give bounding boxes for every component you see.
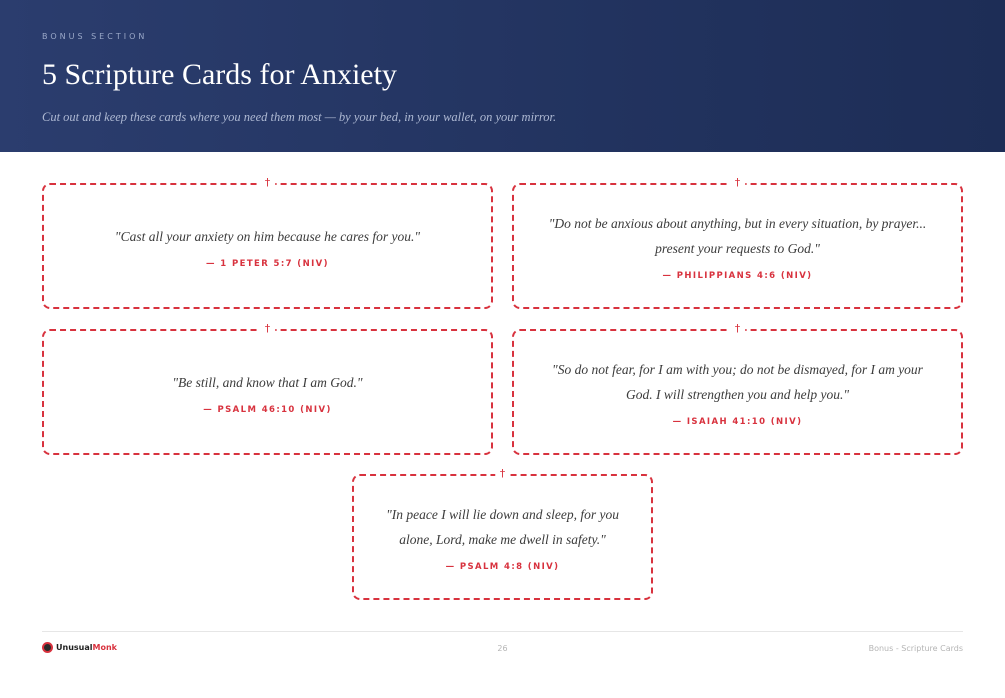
logo-text: UnusualMonk — [56, 643, 117, 652]
section-eyebrow: BONUS SECTION — [42, 32, 148, 41]
card-quote: "So do not fear, for I am with you; do not be dismayed, for I am your God. I will strengthen you and help you." — [552, 362, 923, 402]
scripture-card — [42, 176, 493, 309]
page-subtitle: Cut out and keep these cards where you need them most — by your bed, in your wallet, on your mirror. — [42, 110, 557, 124]
footer-label: Bonus - Scripture Cards — [868, 644, 963, 653]
footer-divider — [42, 631, 963, 632]
scripture-card — [352, 467, 653, 600]
scripture-card — [512, 322, 963, 455]
card-quote: "In peace I will lie down and sleep, for you alone, Lord, make me dwell in safety." — [386, 507, 619, 547]
card-quote: "Cast all your anxiety on him because he cares for you." — [114, 228, 421, 244]
page-header — [0, 0, 1005, 152]
card-reference: — PHILIPPIANS 4:6 (NIV) — [662, 271, 813, 281]
card-reference: — PSALM 46:10 (NIV) — [203, 404, 332, 415]
card-reference: — PSALM 4:8 (NIV) — [445, 562, 560, 572]
card-reference: — 1 PETER 5:7 (NIV) — [206, 258, 329, 269]
cross-icon: † — [730, 322, 746, 336]
cross-icon: † — [730, 176, 746, 190]
page-title: 5 Scripture Cards for Anxiety — [42, 58, 397, 91]
cross-icon: † — [495, 467, 511, 481]
page-number: 26 — [497, 644, 508, 653]
cross-icon: † — [260, 322, 276, 336]
scripture-card — [42, 322, 493, 455]
scripture-card — [512, 176, 963, 309]
cross-icon: † — [260, 176, 276, 190]
card-reference: — ISAIAH 41:10 (NIV) — [672, 417, 803, 427]
card-quote: "Be still, and know that I am God." — [172, 374, 363, 390]
card-quote: "Do not be anxious about anything, but in every situation, by prayer... present your requests to God." — [548, 216, 927, 256]
